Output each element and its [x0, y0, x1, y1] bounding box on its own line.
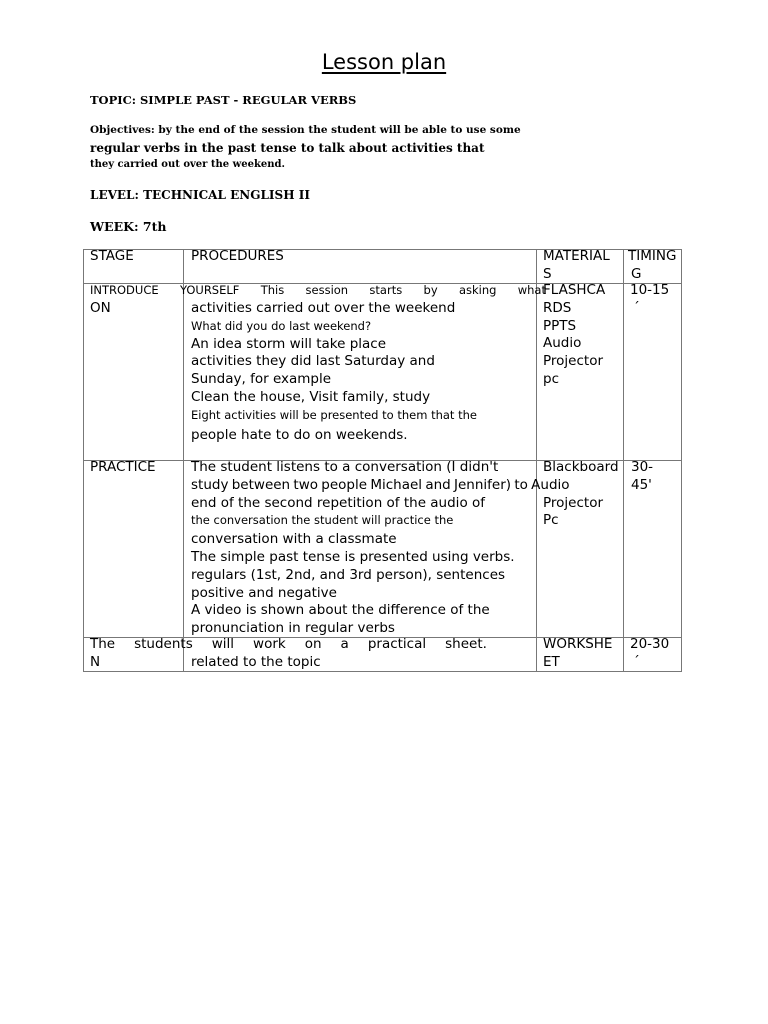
- page-title: Lesson plan: [321, 50, 447, 74]
- table-column-divider: [623, 249, 624, 672]
- intro-procedures: activities carried out over the weekend What did you do last weekend? An idea storm will take place activities they did last Saturday and Sunday, for example Clean the house, Visit family, study Eight activities will be presented to them that the people hate to do on weekends.: [191, 300, 477, 443]
- table-border-left: [83, 249, 84, 672]
- intro-stage-label: INTRODUCE: [90, 283, 159, 297]
- table-column-divider: [183, 249, 184, 672]
- worksheet-timing: 20-30 ´: [630, 636, 670, 670]
- table-border-right: [681, 249, 682, 672]
- intro-timing: 10-15 ´: [630, 282, 670, 316]
- worksheet-stage-continued: N: [90, 654, 101, 670]
- header-stage: STAGE: [90, 248, 134, 264]
- objectives-line-2: regular verbs in the past tense to talk about activities that: [90, 141, 485, 155]
- practice-materials: Blackboard Projector Pc: [543, 459, 619, 529]
- practice-timing: 30- 45': [631, 459, 654, 493]
- header-procedures: PROCEDURES: [191, 248, 284, 264]
- week-line: WEEK: 7th: [90, 219, 167, 234]
- intro-first-line: INTRODUCE YOURSELF This session starts by asking what: [90, 282, 546, 300]
- objectives-line-1: Objectives: by the end of the session the student will be able to use some: [90, 124, 521, 136]
- level-line: LEVEL: TECHNICAL ENGLISH II: [90, 188, 310, 202]
- intro-materials: FLASHCA RDS PPTS Audio Projector pc: [543, 282, 606, 387]
- worksheet-first-line: The students will work on a practical sheet.: [90, 636, 487, 652]
- practice-stage: PRACTICE: [90, 459, 156, 475]
- worksheet-procedures: related to the topic: [191, 654, 321, 670]
- header-materials: MATERIAL S: [543, 248, 610, 282]
- topic-line: TOPIC: SIMPLE PAST - REGULAR VERBS: [90, 93, 357, 107]
- header-timing: TIMING G: [628, 248, 677, 282]
- intro-stage-continued: ON: [90, 300, 111, 316]
- worksheet-materials: WORKSHE ET: [543, 636, 613, 670]
- objectives-line-3: they carried out over the weekend.: [90, 159, 286, 170]
- practice-procedures: The student listens to a conversation (I didn't study between two people Michael and Jennifer) to Audio end of the second repetition of the audio of the conversation the student will practice the conversation with a classmate The simple past tense is presented using verbs. regulars (1st, 2nd, and 3rd person), sentences positive and negative A video is shown about the difference of the pronunciation in regular verbs: [191, 459, 570, 637]
